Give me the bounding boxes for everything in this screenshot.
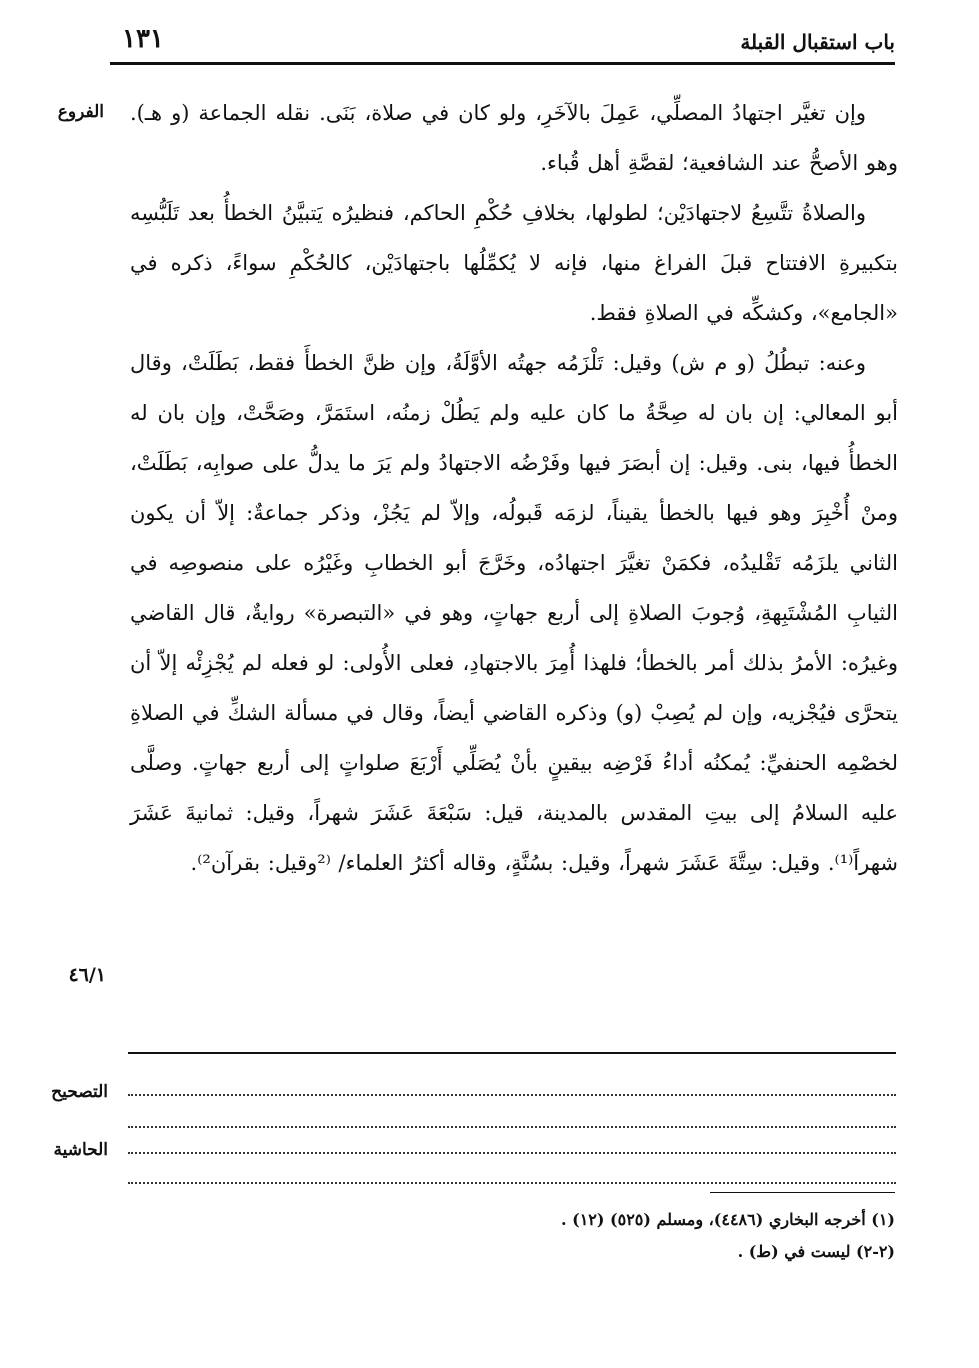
dotted-line	[128, 1094, 896, 1096]
margin-volume-reference: ٤٦/١	[68, 964, 106, 986]
dotted-line	[128, 1152, 896, 1154]
footnote-separator	[710, 1192, 895, 1193]
margin-label-tashih: التصحيح	[51, 1082, 108, 1102]
running-header	[110, 22, 895, 62]
margin-label-furu: الفروع	[57, 102, 104, 122]
paragraph: والصلاةُ تتَّسِعُ لاجتهادَيْن؛ لطولها، بخلافِ حُكْمِ الحاكم، فنظيرُه يَتبيَّنُ الخطأُ بعد تَلَبُّسِه بتكبيرةِ الافتتاح قبلَ الفراغ منها، فإنه لا يُكمِّلُها باجتهادَيْن، كالحُكْمِ سواءً، ذكره في «الجامع»، وكشكِّه في الصلاةِ فقط.	[130, 201, 898, 325]
main-text	[130, 88, 898, 888]
margin-label-hashiya: الحاشية	[53, 1140, 108, 1160]
footnotes	[135, 1204, 895, 1268]
header-rule	[110, 62, 895, 65]
footnote: (١) أخرجه البخاري (٤٤٨٦)، ومسلم (٥٢٥) (١٢) .	[560, 1210, 895, 1229]
dotted-line	[128, 1126, 896, 1128]
chapter-title: باب استقبال القبلة	[740, 30, 895, 54]
paragraph: وإن تغيَّر اجتهادُ المصلِّي، عَمِلَ بالآخَرِ، ولو كان في صلاة، بَنَى. نقله الجماعة (و هـ). وهو الأصحُّ عند الشافعية؛ لقصَّةِ أهل قُباء.	[130, 101, 898, 175]
paragraph: وعنه: تبطُلُ (و م ش) وقيل: تَلْزَمُه جهتُه الأوَّلَةُ، وإن ظنَّ الخطأَ فقط، بَطَلَتْ، وقال أبو المعالي: إن بان له صِحَّةُ ما كان عليه ولم يَطُلْ زمنُه، استَمَرَّ، وصَحَّتْ، وإن بان له الخطأُ فيها، بنى. وقيل: إن أبصَرَ فيها وفَرْضُه الاجتهادُ ولم يَرَ ما يدلُّ على صوابِه، بَطَلَتْ، ومنْ أُخْبِرَ وهو فيها بالخطأ يقيناً، لزمَه قَبولُه، وإلاّ لم يَجُزْ، وذكر جماعةٌ: إلاّ أن يكون الثاني يلزَمُه تَقْليدُه، فكمَنْ تغيَّرَ اجتهادُه، وخَرَّجَ أبو الخطابِ وغَيْرُه على منصوصِه في الثيابِ المُشْتَبِهةِ، وُجوبَ الصلاةِ إلى أربع جهاتٍ، وهو في «التبصرة» روايةٌ، قال القاضي وغيرُه: الأمرُ بذلك أمر بالخطأ؛ فلهذا أُمِرَ بالاجتهادِ، فعلى الأُولى: لو فعله لم يُجْزِئْه إلاّ أن يتحرَّى فيُجْزيه، وإن لم يُصِبْ (و) وذكره القاضي أيضاً، وقال في مسألة الشكِّ في الصلاةِ لخصْمِه الحنفيِّ: يُمكنُه أداءُ فَرْضِه بيقينٍ بأنْ يُصَلِّي أَرْبَعَ صلواتٍ إلى أربع جهاتٍ. وصلَّى عليه السلامُ إلى بيتِ المقدس بالمدينة، قيل: سَبْعَةَ عَشَرَ شهراً، وقيل: ثمانيةَ عَشَرَ شهراً⁽¹⁾. وقيل: سِتَّةَ عَشَرَ شهراً، وقيل: بسُنَّةٍ، وقاله أكثرُ العلماء/ ⁽²وقيل: بقرآن²⁾.	[130, 351, 898, 875]
dotted-line	[128, 1182, 896, 1184]
text-end-rule	[128, 1052, 896, 1054]
page-number: ١٣١	[122, 24, 164, 54]
footnote: (٢-٢) ليست في (ط) .	[737, 1242, 895, 1261]
